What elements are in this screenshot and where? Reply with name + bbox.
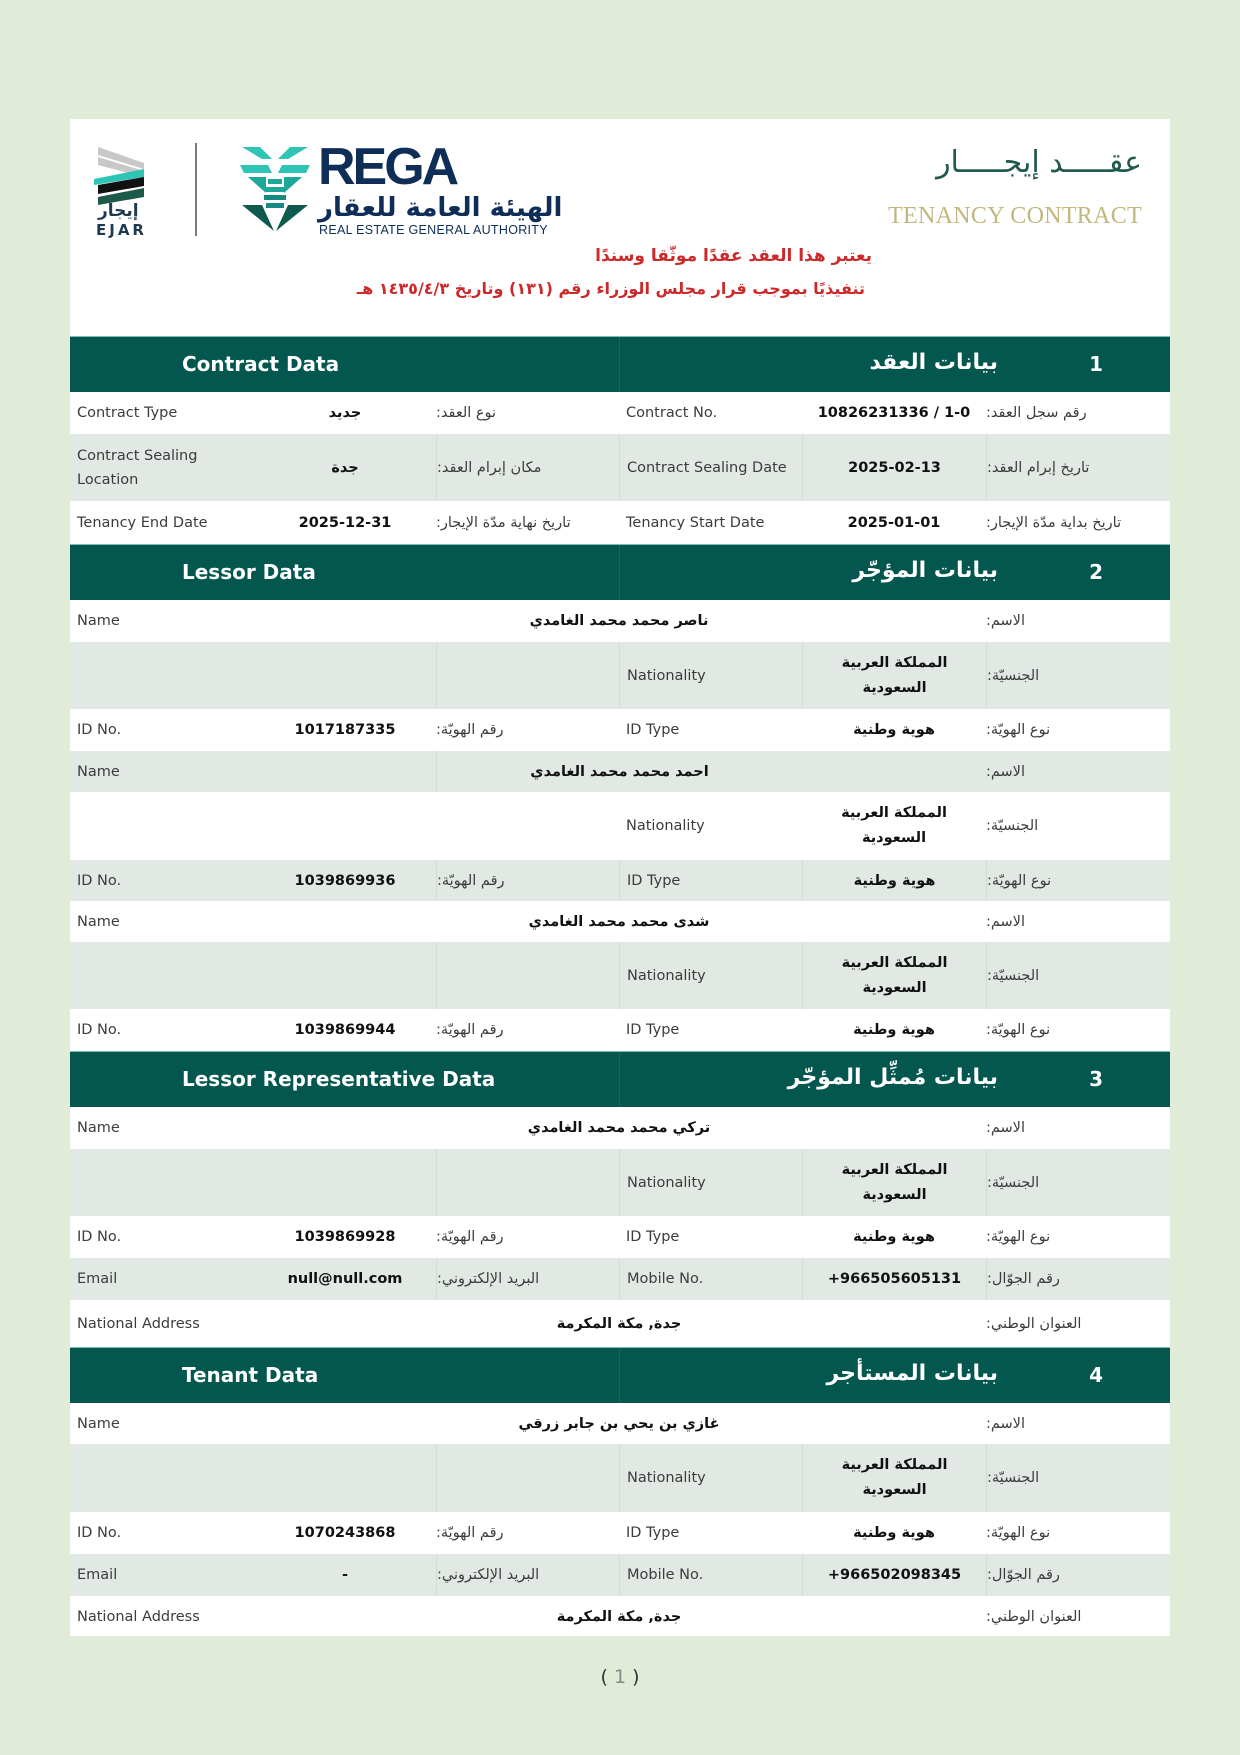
tenant-name-value: غازي بن يحي بن جابر زرقي xyxy=(518,1415,720,1432)
field-label-ar: الجنسيّة: xyxy=(986,942,1170,1009)
lessor-name-value: ناصر محمد محمد الغامدي xyxy=(529,613,709,629)
rega-logo-text: REGA xyxy=(318,138,457,196)
field-label-ar: الجنسيّة: xyxy=(986,818,1039,834)
lessor-name-value: احمد محمد محمد الغامدي xyxy=(436,751,802,792)
tenant-email-value: - xyxy=(341,1567,349,1583)
table-row xyxy=(70,1554,1170,1596)
field-label-en: Email xyxy=(77,1271,118,1287)
field-label-ar: تاريخ بداية مدّة الإيجار: xyxy=(986,514,1122,531)
field-label-en: ID No. xyxy=(77,1229,122,1245)
table-row xyxy=(70,642,1170,709)
section-header-tenant xyxy=(70,1347,1170,1403)
table-row xyxy=(70,901,1170,942)
table-row xyxy=(70,434,1170,501)
field-label-ar: الجنسيّة: xyxy=(986,642,1170,709)
field-label-en: Contract Sealing Date xyxy=(619,434,802,501)
lessor-nationality-value: المملكة العربية السعودية xyxy=(802,942,986,1009)
field-label-ar: الاسم: xyxy=(986,1415,1025,1432)
field-label-en: ID No. xyxy=(77,1525,122,1541)
section-header-contract xyxy=(70,336,1170,392)
field-label-ar: الاسم: xyxy=(986,1120,1025,1136)
representative-id-no-value: 1039869928 xyxy=(294,1229,396,1245)
field-label-en: ID Type xyxy=(626,1525,680,1541)
section-title-ar: بيانات مُمثِّل المؤجّر xyxy=(787,1065,998,1090)
section-header-representative xyxy=(70,1051,1170,1107)
field-label-en: Email xyxy=(77,1567,118,1583)
field-label-en: ID No. xyxy=(77,722,122,738)
representative-name-value: تركي محمد محمد الغامدي xyxy=(527,1120,711,1136)
representative-address-value: جدة, مكة المكرمة xyxy=(556,1315,682,1332)
field-label-en: Name xyxy=(77,913,120,930)
field-label-en: Tenancy Start Date xyxy=(626,514,765,531)
section-title-ar: بيانات العقد xyxy=(869,350,998,375)
field-label-en: Tenancy End Date xyxy=(77,514,208,531)
representative-nationality-value: المملكة العربية السعودية xyxy=(802,1149,986,1216)
table-row xyxy=(70,1512,1170,1554)
field-label-en: Contract Sealing Location xyxy=(77,447,198,488)
table-row xyxy=(70,1258,1170,1300)
field-label-en: ID Type xyxy=(626,1022,680,1038)
field-label-ar: رقم الهويّة: xyxy=(436,1229,504,1245)
lessor-nationality-value: المملكة العربية السعودية xyxy=(802,642,986,709)
lessor-id-no-value: 1039869936 xyxy=(294,872,396,889)
field-label-ar: نوع الهويّة: xyxy=(986,1525,1051,1541)
section-header-lessor xyxy=(70,544,1170,600)
sealing-date-value: 2025-02-13 xyxy=(802,434,986,501)
section-title-en: Contract Data xyxy=(182,352,340,376)
field-label-ar: رقم الهويّة: xyxy=(436,722,504,738)
field-label-ar: رقم الجوّال: xyxy=(986,1258,1170,1300)
field-label-en: National Address xyxy=(77,1315,200,1332)
lessor-id-no-value: 1017187335 xyxy=(294,722,396,738)
field-label-en: Name xyxy=(77,613,120,629)
table-row xyxy=(70,1444,1170,1512)
contract-number-value: 10826231336 / 1-0 xyxy=(817,405,971,421)
legal-notice-line-1: يعتبر هذا العقد عقدًا موثّقا وسندًا xyxy=(595,246,872,266)
table-row xyxy=(70,392,1170,434)
ejar-logo-text-en: EJAR xyxy=(96,221,147,239)
representative-mobile-value: +966505605131 xyxy=(802,1258,986,1300)
table-row xyxy=(70,1107,1170,1149)
tenant-mobile-value: +966502098345 xyxy=(802,1554,986,1596)
table-row xyxy=(70,1300,1170,1347)
section-title-ar: بيانات المستأجر xyxy=(826,1361,998,1386)
tenant-id-no-value: 1070243868 xyxy=(294,1525,396,1541)
field-label-en: Nationality xyxy=(619,642,802,709)
field-label-en: ID No. xyxy=(77,872,122,889)
table-row xyxy=(70,792,1170,860)
field-label-ar: الاسم: xyxy=(986,613,1025,629)
lessor-name-value: شدى محمد محمد الغامدي xyxy=(528,913,710,930)
field-label-ar: رقم الهويّة: xyxy=(436,860,619,901)
document-title-ar: عقـــــد إيجـــــار xyxy=(936,145,1142,180)
field-label-ar: الجنسيّة: xyxy=(986,1444,1170,1512)
field-label-ar: الاسم: xyxy=(986,763,1025,780)
lessor-id-type-value: هوية وطنية xyxy=(853,722,935,738)
tenancy-start-value: 2025-01-01 xyxy=(847,514,941,531)
lessor-id-no-value: 1039869944 xyxy=(294,1022,396,1038)
tenant-nationality-value: المملكة العربية السعودية xyxy=(802,1444,986,1512)
field-label-en: ID Type xyxy=(626,1229,680,1245)
representative-id-type-value: هوية وطنية xyxy=(853,1229,935,1245)
field-label-en: Nationality xyxy=(626,818,705,834)
section-number: 3 xyxy=(1089,1067,1103,1091)
field-label-ar: الاسم: xyxy=(986,913,1025,930)
section-title-en: Lessor Representative Data xyxy=(182,1067,496,1091)
page-number: ( 1 ) xyxy=(600,1666,640,1688)
field-label-en: National Address xyxy=(77,1608,200,1625)
field-label-en: Nationality xyxy=(619,1444,802,1512)
field-label-ar: نوع الهويّة: xyxy=(986,860,1170,901)
page-number-value: 1 xyxy=(613,1666,627,1688)
field-label-ar: البريد الإلكتروني: xyxy=(436,1554,619,1596)
table-row xyxy=(70,501,1170,544)
field-label-en: Name xyxy=(77,1415,120,1432)
table-row xyxy=(70,1596,1170,1637)
field-label-ar: رقم سجل العقد: xyxy=(986,405,1087,421)
field-label-en: Name xyxy=(77,763,120,780)
field-label-ar: نوع الهويّة: xyxy=(986,1229,1051,1245)
document-title-en: TENANCY CONTRACT xyxy=(888,203,1142,229)
field-label-ar: نوع الهويّة: xyxy=(986,1022,1051,1038)
field-label-ar: نوع العقد: xyxy=(436,405,497,421)
document-header xyxy=(70,119,1170,336)
rega-logo-icon xyxy=(240,143,310,235)
lessor-id-type-value: هوية وطنية xyxy=(853,1022,935,1038)
section-title-en: Lessor Data xyxy=(182,560,316,584)
table-row xyxy=(70,600,1170,642)
ejar-logo-text-ar: إيجار xyxy=(98,201,139,221)
table-row xyxy=(70,942,1170,1009)
representative-email-value[interactable]: null@null.com xyxy=(287,1271,403,1287)
table-row xyxy=(70,1403,1170,1444)
table-row xyxy=(70,751,1170,792)
table-row xyxy=(70,1009,1170,1051)
rega-logo-text-ar: الهيئة العامة للعقار xyxy=(318,193,563,223)
tenancy-end-value: 2025-12-31 xyxy=(298,514,392,531)
field-label-en: ID Type xyxy=(626,722,680,738)
field-label-ar: مكان إبرام العقد: xyxy=(436,434,619,501)
rega-logo-subtitle: REAL ESTATE GENERAL AUTHORITY xyxy=(319,223,548,237)
field-label-ar: رقم الجوّال: xyxy=(986,1554,1170,1596)
table-row xyxy=(70,1149,1170,1216)
field-label-ar: البريد الإلكتروني: xyxy=(436,1258,619,1300)
lessor-nationality-value: المملكة العربية السعودية xyxy=(841,805,947,846)
field-label-en: Mobile No. xyxy=(619,1554,802,1596)
field-label-ar: تاريخ إبرام العقد: xyxy=(986,434,1170,501)
field-label-ar: العنوان الوطني: xyxy=(986,1608,1082,1625)
field-label-en: ID Type xyxy=(619,860,802,901)
table-row xyxy=(70,709,1170,751)
section-number: 4 xyxy=(1089,1363,1103,1387)
field-label-en: Mobile No. xyxy=(619,1258,802,1300)
field-label-en: Contract No. xyxy=(626,405,718,421)
section-number: 2 xyxy=(1089,560,1103,584)
section-number: 1 xyxy=(1089,352,1103,376)
contract-page xyxy=(70,119,1170,1636)
table-row xyxy=(70,860,1170,901)
field-label-en: ID No. xyxy=(77,1022,122,1038)
field-label-ar: الجنسيّة: xyxy=(986,1149,1170,1216)
contract-type-value: جديد xyxy=(328,405,362,421)
lessor-id-type-value: هوية وطنية xyxy=(802,860,986,901)
field-label-en: Nationality xyxy=(619,942,802,1009)
tenant-id-type-value: هوية وطنية xyxy=(853,1525,935,1541)
tenant-address-value: جدة, مكة المكرمة xyxy=(556,1608,682,1625)
section-title-en: Tenant Data xyxy=(182,1363,319,1387)
field-label-ar: العنوان الوطني: xyxy=(986,1315,1082,1332)
sealing-location-value: جدة xyxy=(331,459,359,476)
field-label-ar: نوع الهويّة: xyxy=(986,722,1051,738)
field-label-ar: رقم الهويّة: xyxy=(436,1022,504,1038)
field-label-ar: تاريخ نهاية مدّة الإيجار: xyxy=(436,514,571,531)
legal-notice-line-2: تنفيذيًا بموجب قرار مجلس الوزراء رقم (١٣١) وتاريخ ١٤٣٥/٤/٣ هـ xyxy=(356,279,865,298)
field-label-en: Name xyxy=(77,1120,120,1136)
section-title-ar: بيانات المؤجّر xyxy=(852,558,998,583)
table-row xyxy=(70,1216,1170,1258)
field-label-en: Nationality xyxy=(619,1149,802,1216)
field-label-en: Contract Type xyxy=(77,405,178,421)
logo-divider xyxy=(195,143,197,236)
field-label-ar: رقم الهويّة: xyxy=(436,1525,504,1541)
